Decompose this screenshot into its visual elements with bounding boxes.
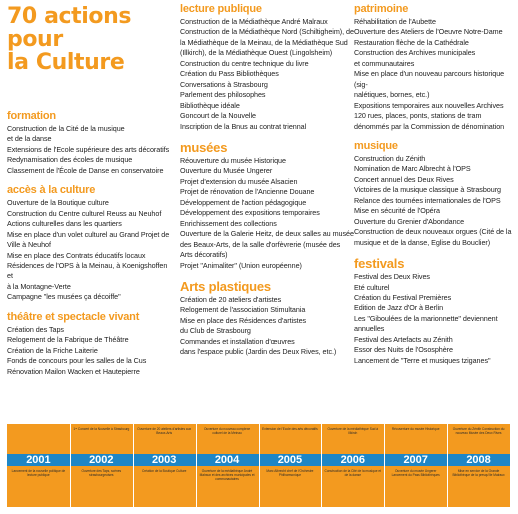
section-list-lecture-publique (180, 17, 358, 132)
list-item: Restauration flèche de la Cathédrale (354, 37, 469, 47)
title-line-2: la Culture (7, 50, 125, 75)
timeline-event-top: Ouverture du Zénith Construction du nouveau Musée des Deux Rives (452, 427, 505, 435)
section-heading-patrimoine: patrimoine (354, 3, 409, 15)
list-item: Relance des tournées internationales de l'OPS (354, 195, 501, 205)
list-item: Festival des Artefacts au Zénith (354, 334, 453, 344)
list-item: Bibliothèque idéale (180, 100, 240, 110)
list-item: Festival des Deux Rives (354, 272, 430, 282)
list-item: (Illkirch), de la Médiathèque Ouest (Lingolsheim) (180, 48, 333, 58)
list-item: nalétiques, bornes, etc.) (354, 90, 430, 100)
list-item: Création du Festival Premières (354, 292, 452, 302)
timeline-event-bottom: Mise en service de la Grande Bibliothèque de la presqu'île Malraux (452, 469, 505, 477)
list-item: Redynamisation des écoles de musique (7, 155, 133, 165)
list-item: Construction du Centre culturel Reuss au Neuhof (7, 208, 162, 218)
timeline-year: 2008 (466, 454, 491, 466)
list-item: Concert annuel des Deux Rives (354, 174, 454, 184)
list-item: Création du Pass Bibliothèques (180, 69, 279, 79)
timeline-year: 2002 (89, 454, 114, 466)
timeline-event-bottom: Marc Albrecht chef de l'Orchestre Philharmonique (266, 469, 314, 477)
section-heading-formation: formation (7, 110, 56, 122)
timeline-separator (321, 424, 322, 507)
column-left-sections (7, 110, 175, 377)
column-middle-sections (180, 3, 358, 358)
list-item: Eté culturel (354, 282, 390, 292)
list-item: Ouverture de la Galerie Heitz, de deux salles au musée (180, 229, 354, 239)
section-list-musique (354, 154, 516, 248)
timeline-event-bottom: Lancement de la nouvelle politique de lecture publique (11, 469, 66, 477)
timeline-event-top: Extension de l'Ecole des arts décoratifs (262, 427, 318, 431)
list-item: Victoires de la musique classique à Strasbourg (354, 185, 501, 195)
list-item: Extensions de l'Ecole supérieure des arts décoratifs (7, 144, 170, 154)
column-right (354, 0, 516, 366)
list-item: Projet "Animaliter" (Union européenne) (180, 260, 302, 270)
timeline-separator (384, 424, 385, 507)
timeline-year: 2004 (214, 454, 240, 466)
timeline-event-top: Ouverture de la médiathèque Sud à Illkirch (327, 427, 379, 435)
timeline-separator (196, 424, 197, 507)
section-list-musees (180, 156, 358, 271)
list-item: Projet d'extension du musée Alsacien (180, 176, 298, 186)
list-item: et de la danse (7, 134, 52, 144)
list-item: dénommés par la Commission de dénomination (354, 121, 505, 131)
list-item: Arts décoratifs) (180, 250, 228, 260)
list-item: 120 rues, places, ponts, stations de tram (354, 111, 482, 121)
list-item: à la Montagne-Verte (7, 281, 71, 291)
list-item: Rénovation Mailon Wacken et Hautepierre (7, 366, 140, 376)
timeline-event-bottom: Ouverture des Taps, scènes strasbourgeoises (81, 469, 122, 477)
list-item: Les "Giboulées de la marionnette" deviennent (354, 313, 498, 323)
timeline-year: 2001 (26, 454, 51, 466)
section-heading-arts-plastiques: Arts plastiques (180, 278, 271, 294)
list-item: Mise en place des Contrats éducatifs locaux (7, 250, 146, 260)
list-item: Projet de rénovation de l'Ancienne Douane (180, 187, 315, 197)
list-item: Création des Taps (7, 324, 64, 334)
timeline-event-top: Ouverture du nouveau complexe culturel de la Meinau (203, 427, 251, 435)
timeline-separator (70, 424, 71, 507)
list-item: Ouverture du Musée Ungerer (180, 166, 273, 176)
list-item: Nomination de Marc Albrecht à l'OPS (354, 164, 471, 174)
list-item: Résidences de l'OPS à la Meinau, à Koenigshoffen et (7, 260, 168, 281)
timeline-year: 2007 (403, 454, 428, 466)
list-item: Inscription de la Bnus au contrat triennal (180, 121, 307, 131)
list-item: Mise en place d'un nouveau parcours historique (sig- (354, 69, 505, 89)
list-item: Réhabilitation de l'Aubette (354, 17, 436, 26)
list-item: Actions culturelles dans les quartiers (7, 219, 122, 229)
timeline-year: 2003 (151, 454, 177, 466)
list-item: Mise en place d'un volet culturel au Grand Projet de (7, 229, 170, 239)
column-left (7, 0, 175, 377)
list-item: Construction des Archives municipales (354, 48, 476, 58)
section-list-formation (7, 124, 175, 176)
list-item: Développement des expositions temporaires (180, 208, 320, 218)
list-item: Construction du centre technique du livre (180, 58, 309, 68)
page-title (7, 5, 175, 74)
timeline-event-top: Réouverture du musée Historique (391, 427, 440, 431)
list-item: Fonds de concours pour les salles de la Cus (7, 356, 147, 366)
section-heading-festivals: festivals (354, 256, 405, 272)
list-item: Campagne "les musées ça décoiffe" (7, 292, 121, 302)
list-item: Expositions temporaires aux nouvelles Archives (354, 100, 504, 110)
list-item: Mise en place des Résidences d'artistes (180, 315, 307, 325)
list-item: Réouverture du musée Historique (180, 155, 286, 165)
list-item: dans l'espace public (Jardin des Deux Rives, etc.) (180, 347, 337, 357)
list-item: Construction de la Cité de la musique (7, 124, 125, 133)
list-item: Ouverture de la Boutique culture (7, 198, 109, 208)
section-heading-musees: musées (180, 139, 228, 155)
timeline-year: 2005 (277, 454, 303, 466)
list-item: Lancement de "Terre et musiques tziganes" (354, 355, 491, 365)
list-item: Ouverture des Ateliers de l'Oeuvre Notre-Dame (354, 27, 503, 37)
section-list-festivals (354, 272, 516, 366)
timeline-event-bottom: Ouverture du musée Ungerer Lancement du Pass Bibliothèques (391, 469, 440, 477)
list-item: Création de 20 ateliers d'artistes (180, 294, 282, 304)
list-item: du Club de Strasbourg (180, 326, 251, 336)
timeline-event-bottom: Ouverture de la médiathèque André Malraux et des archives municipales et communautaires (199, 469, 255, 481)
list-item: annuelles (354, 324, 385, 334)
list-item: Commandes et installation d'œuvres (180, 336, 295, 346)
title-line-1: 70 actions pour (7, 4, 132, 52)
list-item: Développement de l'action pédagogique (180, 197, 307, 207)
timeline-event-bottom: Création de la Boutique Culture (141, 469, 187, 473)
list-item: la Médiathèque de la Meinau, de la Médiathèque Sud (180, 37, 348, 47)
list-item: Mise en sécurité de l'Opéra (354, 206, 440, 216)
list-item: Construction du Zénith (354, 153, 426, 163)
list-item: et communautaires (354, 58, 415, 68)
list-item: Enrichissement des collections (180, 218, 277, 228)
timeline-event-top: Ouverture de 20 ateliers d'artistes aux Beaux-Arts (137, 427, 192, 435)
timeline-separator (447, 424, 448, 507)
section-list-patrimoine (354, 17, 516, 132)
list-item: Ville à Neuhof (7, 240, 51, 250)
list-item: Edition de Jazz d'Or à Berlin (354, 303, 444, 313)
timeline-event-top: 1ʳᵉ Concert de la Nouvelle à Strasbourg (73, 427, 130, 431)
timeline-event-bottom: Construction de la Cité de la musique et de la danse (324, 469, 382, 477)
list-item: Relogement de la Fabrique de Théâtre (7, 335, 129, 345)
list-item: des Beaux-Arts, de la salle d'orfèvrerie (musée des (180, 239, 341, 249)
list-item: Création de la Friche Laiterie (7, 345, 98, 355)
list-item: Construction de deux nouveaux orgues (Cité de la (354, 227, 512, 237)
section-heading-acces-a-la-culture: accès à la culture (7, 184, 96, 197)
list-item: Parlement des philosophes (180, 90, 266, 100)
list-item: musique et de la danse, Eglise du Bouclier) (354, 237, 491, 247)
timeline (7, 424, 510, 507)
timeline-separator (259, 424, 260, 507)
timeline-year: 2006 (340, 454, 366, 466)
column-middle (180, 0, 358, 358)
list-item: Goncourt de la Nouvelle (180, 111, 256, 121)
section-list-acces-a-la-culture (7, 198, 175, 303)
list-item: Conversations à Strasbourg (180, 79, 268, 89)
section-heading-theatre-et-spectacle-vivant: théâtre et spectacle vivant (7, 310, 140, 323)
list-item: Classement de l'École de Danse en conservatoire (7, 165, 164, 175)
section-list-theatre-et-spectacle-vivant (7, 325, 175, 377)
section-heading-lecture-publique: lecture publique (180, 3, 262, 15)
timeline-separator (133, 424, 134, 507)
list-item: Relogement de l'association Stimultania (180, 305, 306, 315)
section-heading-musique: musique (354, 139, 398, 152)
list-item: Ouverture du Grenier d'Abondance (354, 216, 465, 226)
list-item: Construction de la Médiathèque André Malraux (180, 17, 328, 26)
list-item: Construction de la Médiathèque Nord (Schiltigheim), de (180, 27, 354, 37)
section-list-arts-plastiques (180, 295, 358, 358)
column-right-sections (354, 3, 516, 366)
list-item: Essor des Nuits de l'Ososphère (354, 345, 453, 355)
